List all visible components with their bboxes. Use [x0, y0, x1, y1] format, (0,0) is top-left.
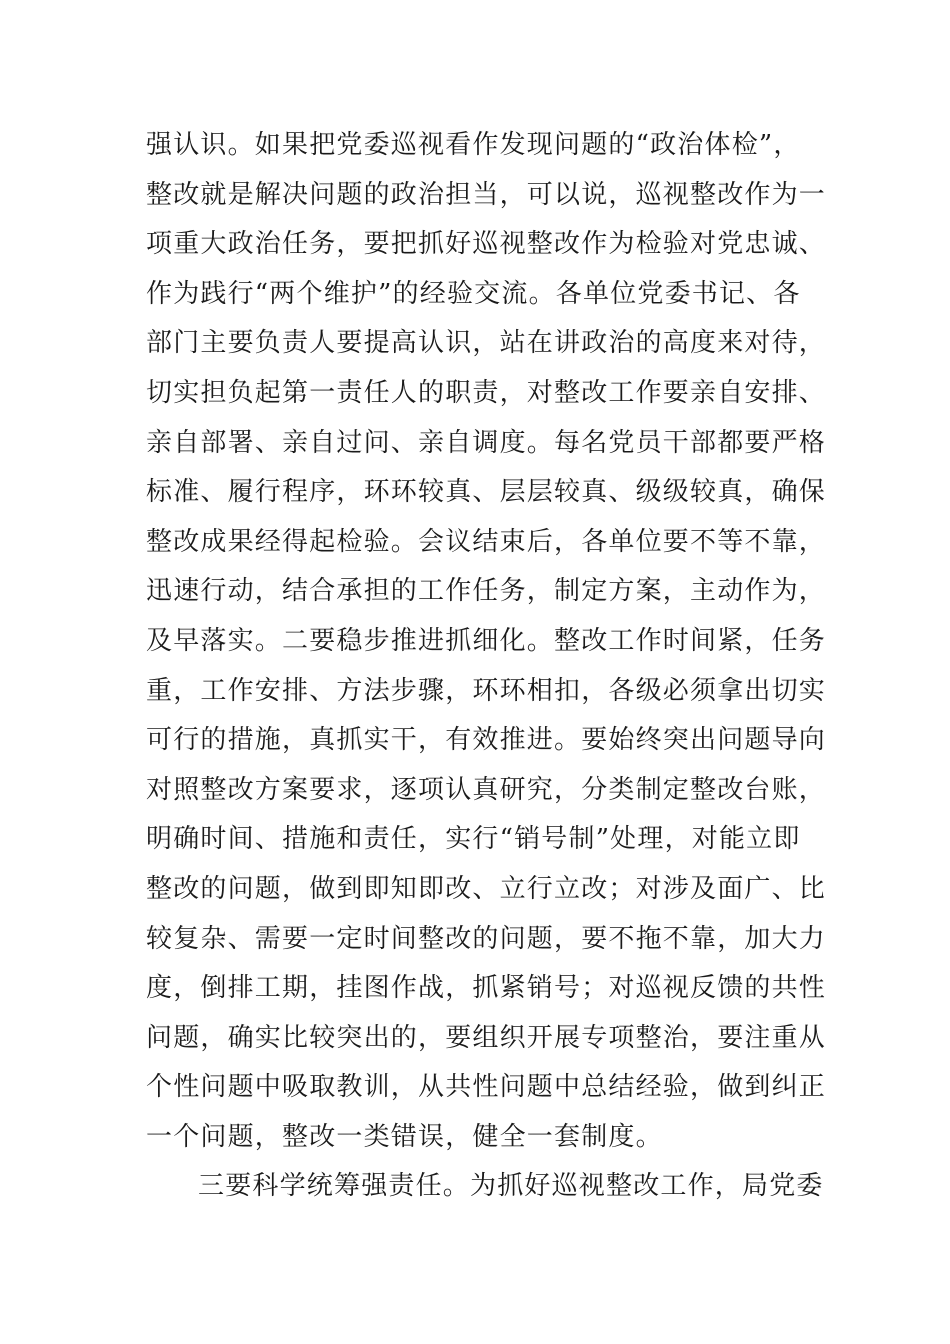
text-line-12: 重，工作安排、方法步骤，环环相扣，各级必须拿出切实	[146, 675, 827, 706]
text-line-19: 问题，确实比较突出的，要组织开展专项整治，要注重从	[146, 1022, 827, 1053]
text-line-6: 切实担负起第一责任人的职责，对整改工作要亲自安排、	[146, 377, 827, 408]
text-line-13: 可行的措施，真抓实干，有效推进。要始终突出问题导向	[146, 725, 827, 756]
text-line-10: 迅速行动，结合承担的工作任务，制定方案，主动作为，	[146, 576, 827, 607]
text-line-17: 较复杂、需要一定时间整改的问题，要不拖不靠，加大力	[146, 923, 827, 954]
text-line-15: 明确时间、措施和责任，实行“销号制”处理，对能立即	[146, 824, 801, 855]
text-line-2: 整改就是解决问题的政治担当，可以说，巡视整改作为一	[146, 179, 827, 210]
text-line-11: 及早落实。二要稳步推进抓细化。整改工作时间紧，任务	[146, 625, 827, 656]
paragraph-start-line: 三要科学统筹强责任。为抓好巡视整改工作，局党委	[198, 1171, 824, 1202]
text-line-7: 亲自部署、亲自过问、亲自调度。每名党员干部都要严格	[146, 427, 827, 458]
text-line-3: 项重大政治任务，要把抓好巡视整改作为检验对党忠诚、	[146, 229, 827, 260]
text-line-16: 整改的问题，做到即知即改、立行立改；对涉及面广、比	[146, 873, 827, 904]
text-line-1: 强认识。如果把党委巡视看作发现问题的“政治体检”，	[146, 130, 801, 160]
text-line-20: 个性问题中吸取教训，从共性问题中总结经验，做到纠正	[146, 1072, 827, 1103]
text-line-4: 作为践行“两个维护”的经验交流。各单位党委书记、各	[146, 278, 801, 309]
text-line-9: 整改成果经得起检验。会议结束后，各单位要不等不靠，	[146, 526, 827, 557]
text-line-5: 部门主要负责人要提高认识，站在讲政治的高度来对待，	[146, 328, 827, 359]
text-line-8: 标准、履行程序，环环较真、层层较真、级级较真，确保	[146, 477, 827, 508]
body-text	[146, 121, 827, 1212]
text-line-21: 一个问题，整改一类错误，健全一套制度。	[146, 1121, 663, 1152]
text-line-14: 对照整改方案要求，逐项认真研究，分类制定整改台账，	[146, 774, 827, 805]
text-line-18: 度，倒排工期，挂图作战，抓紧销号；对巡视反馈的共性	[146, 973, 827, 1004]
